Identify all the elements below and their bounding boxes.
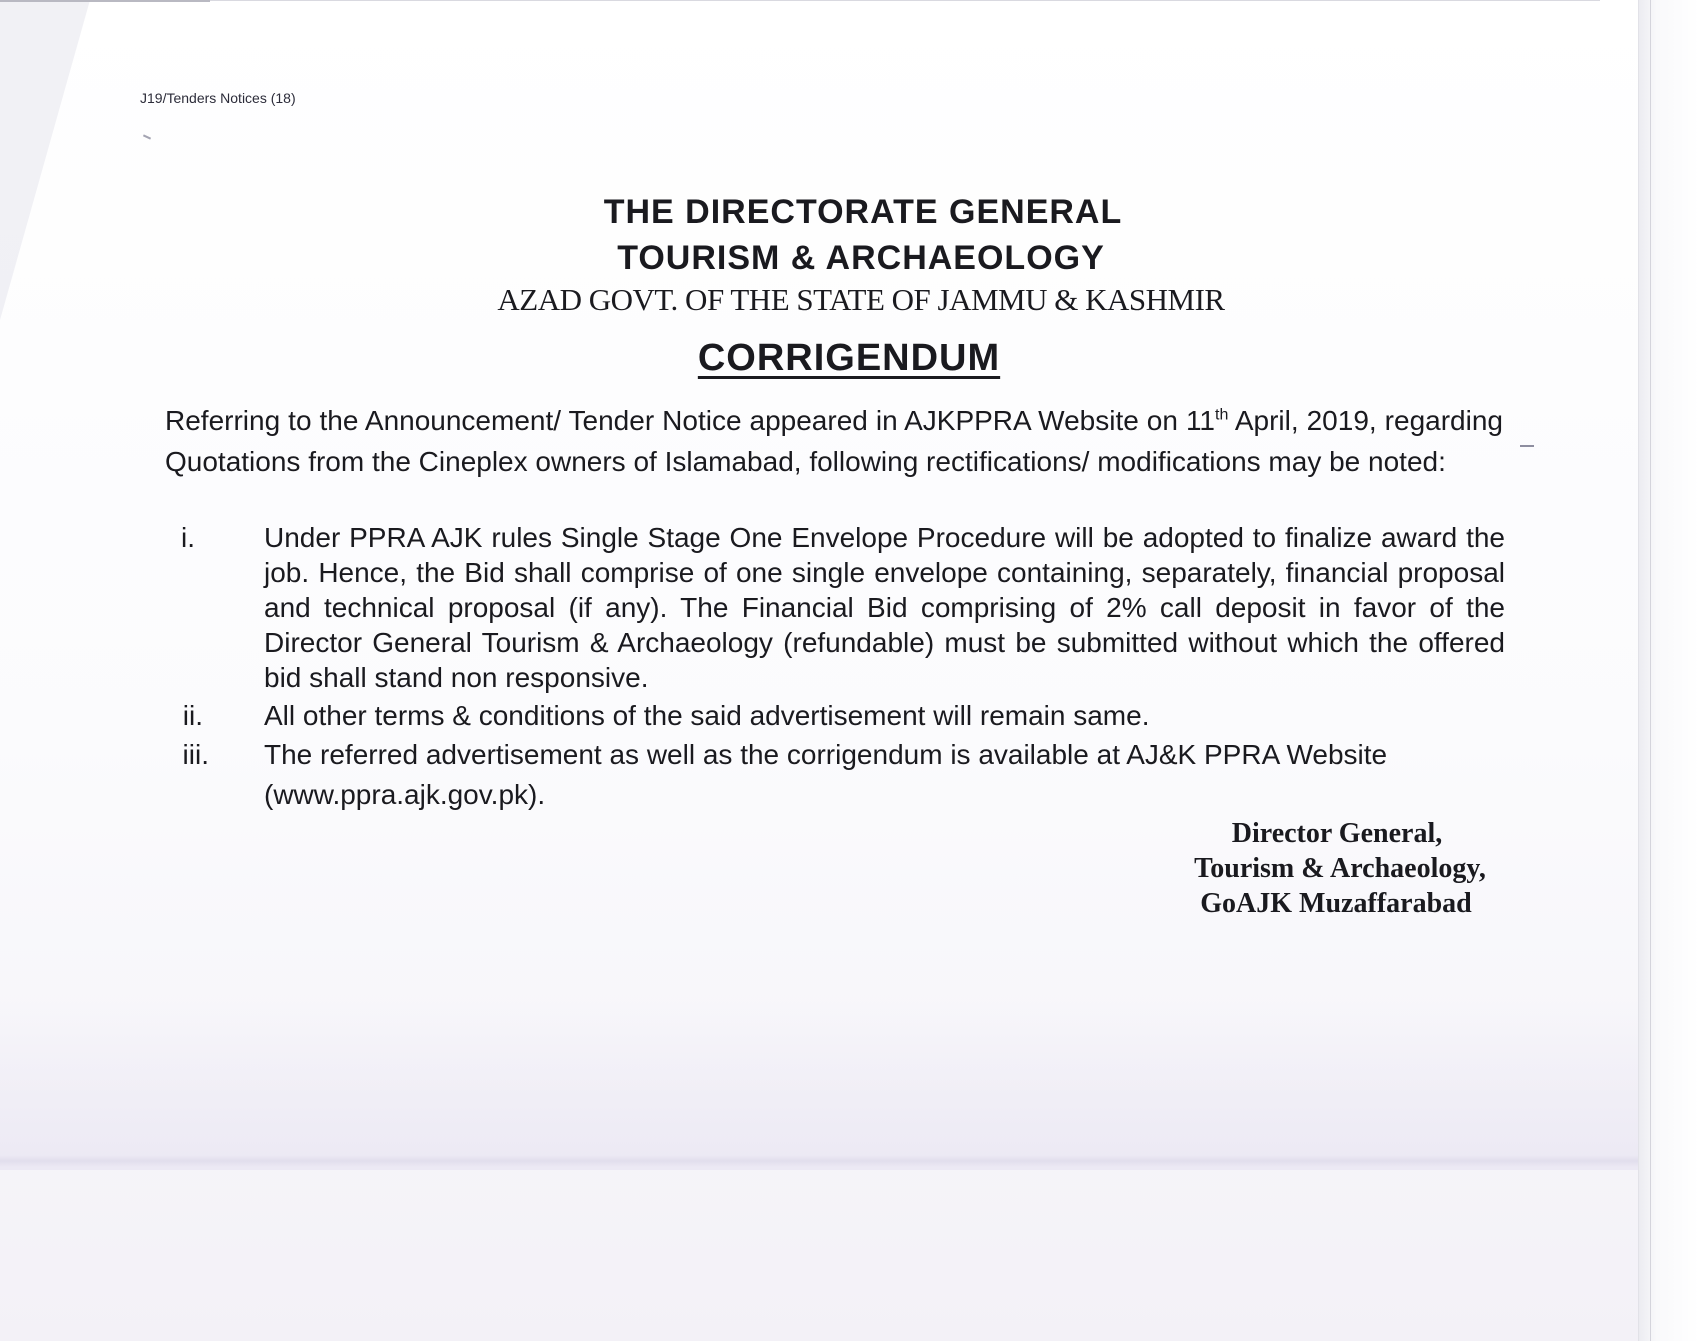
file-reference: J19/Tenders Notices (18)	[140, 90, 296, 106]
intro-text-end: April, 2019, regarding Quotations from the Cineplex owners of Islamabad, following rectifications/ modifications may be noted:	[165, 405, 1503, 477]
list-marker: ii.	[182, 700, 203, 731]
signature-block	[1170, 816, 1510, 921]
stray-pen-mark	[1520, 445, 1534, 447]
intro-text-start: Referring to the Announcement/ Tender Notice appeared in AJKPPRA Website on 11	[165, 405, 1216, 436]
intro-date-suffix: th	[1215, 406, 1229, 424]
signature-title: Director General,	[1231, 818, 1443, 849]
list-item	[165, 520, 1505, 695]
header-government: AZAD GOVT. OF THE STATE OF JAMMU & KASHMIR	[497, 282, 1225, 317]
list-item-text: The referred advertisement as well as the corrigendum is available at AJ&K PPRA Website (www.ppra.ajk.gov.pk).	[264, 739, 1388, 810]
modifications-list	[165, 520, 1505, 815]
list-item	[165, 697, 1505, 734]
stray-tick-mark	[143, 134, 151, 139]
document-title: CORRIGENDUM	[697, 337, 1001, 379]
list-item-text: Under PPRA AJK rules Single Stage One Envelope Procedure will be adopted to finalize award the job. Hence, the Bid shall comprise of one single envelope containing, separately, financial proposal and technical proposal (if any). The Financial Bid comprising of 2% call deposit in favor of the Director General Tourism & Archaeology (refundable) must be submitted without which the offered bid shall stand non responsive.	[264, 522, 1505, 693]
signature-department: Tourism & Archaeology,	[1194, 853, 1486, 884]
list-item-text: All other terms & conditions of the said advertisement will remain same.	[264, 700, 1150, 731]
page-lower-shade	[0, 1000, 1640, 1170]
signature-location: GoAJK Muzaffarabad	[1200, 888, 1472, 919]
list-marker: iii.	[182, 739, 209, 770]
header-directorate: THE DIRECTORATE GENERAL	[603, 193, 1123, 231]
header-department: TOURISM & ARCHAEOLOGY	[617, 239, 1105, 277]
page-top-edge-faint	[210, 0, 1600, 1]
page-fold-line	[0, 1155, 1640, 1167]
page-top-edge	[0, 0, 210, 2]
list-marker: i.	[181, 522, 195, 553]
intro-paragraph	[165, 400, 1503, 482]
list-item	[165, 735, 1505, 815]
